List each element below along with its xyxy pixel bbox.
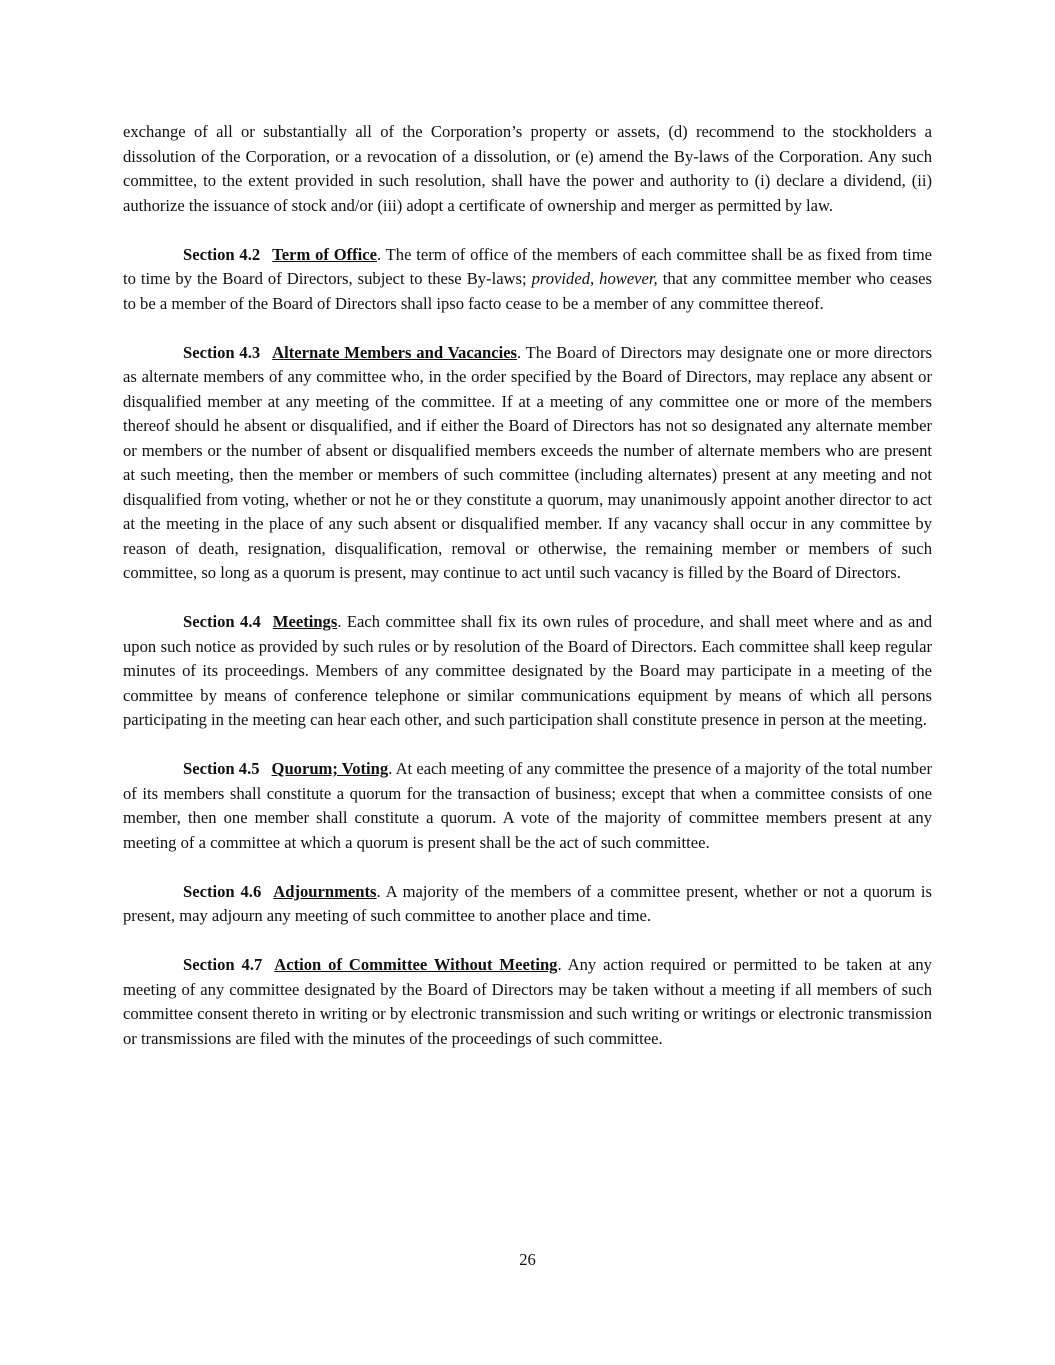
section-label: Section 4.7 — [183, 955, 263, 974]
para-continuation — [123, 120, 932, 218]
para-section-4-4 — [123, 610, 932, 733]
para-section-4-6 — [123, 880, 932, 929]
section-label: Section 4.6 — [183, 881, 262, 901]
para-section-4-3 — [123, 341, 932, 586]
section-label: Section 4.2 — [183, 244, 261, 264]
body-text: that any committee member who ceases to be a member of the Board of Directors shall ipso facto cease to be a member of any committee thereof. — [123, 269, 932, 313]
para-section-4-5 — [123, 757, 932, 855]
body-text: . Any action required or permitted to be taken at any meeting of any committee designated by the Board of Directors may be taken without a meeting if all members of such committee consent thereto in writing or by electronic transmission and such writing or writings or electronic transmission or transmissions are filed with the minutes of the proceedings of such committee. — [123, 955, 932, 1048]
para-section-4-2 — [123, 243, 932, 317]
section-label: Section 4.5 — [183, 759, 260, 778]
page-footer — [0, 1248, 1055, 1273]
section-heading: Meetings — [272, 612, 338, 631]
body-text: . The term of office of the members of each committee shall be as fixed from time to time by the Board of Directors, subject to these By-laws; — [123, 244, 932, 288]
body-text: exchange of all or substantially all of the Corporation’s property or assets, (d) recommend to the stockholders a dissolution of the Corporation, or a revocation of a dissolution, or (e) amend the By-laws of the Corporation. Any such committee, to the extent provided in such resolution, shall have the power and authority to (i) declare a dividend, (ii) authorize the issuance of stock and/or (iii) adopt a certificate of ownership and merger as permitted by law. — [123, 122, 932, 215]
page-number: 26 — [519, 1250, 536, 1269]
section-heading: Alternate Members and Vacancies — [272, 342, 518, 362]
body-text: . At each meeting of any committee the presence of a majority of the total number of its members shall constitute a quorum for the transaction of business; except that when a committee consists of one member, then one member shall constitute a quorum. A vote of the majority of committee members present at any meeting of a committee at which a quorum is present shall be the act of such committee. — [123, 759, 932, 852]
section-label: Section 4.4 — [183, 612, 261, 631]
para-section-4-7 — [123, 953, 932, 1051]
body-text: . Each committee shall fix its own rules of procedure, and shall meet where and as and upon such notice as provided by such rules or by resolution of the Board of Directors. Each committee shall keep regular minutes of its proceedings. Members of any committee designated by the Board may participate in a meeting of the committee by means of conference telephone or similar communications equipment by means of which all persons participating in the meeting can hear each other, and such participation shall constitute presence in person at the meeting. — [123, 612, 932, 729]
body-text: . A majority of the members of a committee present, whether or not a quorum is present, may adjourn any meeting of such committee to another place and time. — [123, 881, 933, 925]
section-heading: Action of Committee Without Meeting — [274, 955, 558, 974]
section-heading: Term of Office — [272, 244, 378, 264]
document-body — [123, 120, 932, 1051]
section-heading: Adjournments — [273, 881, 377, 901]
body-text-italic: provided, however, — [531, 269, 658, 288]
section-heading: Quorum; Voting — [271, 759, 389, 778]
body-text: . The Board of Directors may designate one or more directors as alternate members of any committee who, in the order specified by the Board of Directors, may replace any absent or disqualified member at any meeting of the committee. If at a meeting of any committee one or more of the members thereof should he absent or disqualified, and if either the Board of Directors has not so designated any alternate member or members or the number of absent or disqualified members exceeds the number of alternate members who are present at such meeting, then the member or members of such committee (including alternates) present at any meeting and not disqualified from voting, whether or not he or they constitute a quorum, may unanimously appoint another director to act at the meeting in the place of any such absent or disqualified member. If any vacancy shall occur in any committee by reason of death, resignation, disqualification, removal or otherwise, the remaining member or members of such committee, so long as a quorum is present, may continue to act until such vacancy is filled by the Board of Directors. — [123, 342, 932, 582]
section-label: Section 4.3 — [183, 342, 261, 362]
